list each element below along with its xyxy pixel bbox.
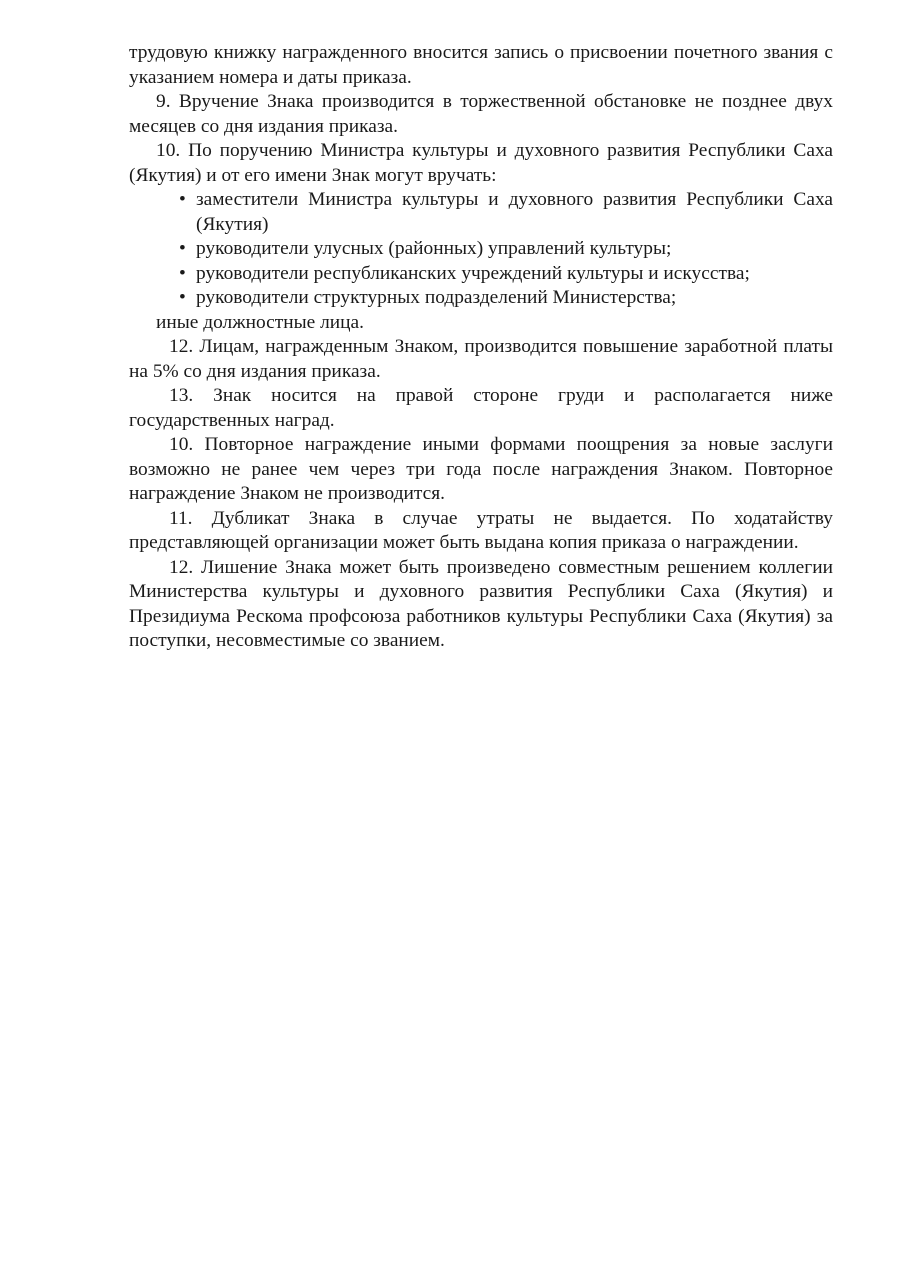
paragraph-10: 10. По поручению Министра культуры и духовного развития Республики Саха (Якутия) и от его имени Знак могут вручать: <box>129 140 833 186</box>
bullet-icon: • <box>179 189 186 210</box>
paragraph-10-repeat-award: 10. Повторное награждение иными формами поощрения за новые заслуги возможно не ранее чем через три года после награждения Знаком. Повторное награждение Знаком не производится. <box>129 434 833 504</box>
list-item-text: руководители республиканских учреждений культуры и искусства; <box>196 262 750 284</box>
bullet-icon: • <box>179 262 186 284</box>
list-item-text: заместители Министра культуры и духовного развития Республики Саха (Якутия) <box>196 189 833 235</box>
list-item <box>179 188 833 237</box>
document-page <box>129 41 833 654</box>
list-item <box>179 286 833 311</box>
list-item-text: руководители структурных подразделений Министерства; <box>196 287 677 308</box>
list-item-text: руководители улусных (районных) управлений культуры; <box>196 238 672 259</box>
bullet-list <box>129 188 833 311</box>
paragraph-9: 9. Вручение Знака производится в торжественной обстановке не позднее двух месяцев со дня издания приказа. <box>129 91 833 137</box>
paragraph-other-officials: иные должностные лица. <box>156 311 364 333</box>
paragraph-12-salary: 12. Лицам, награжденным Знаком, производится повышение заработной платы на 5% со дня издания приказа. <box>129 336 833 382</box>
bullet-icon: • <box>179 287 186 308</box>
paragraph-12-revocation: 12. Лишение Знака может быть произведено совместным решением коллегии Министерства культуры и духовного развития Республики Саха (Якутия) и Президиума Рескома профсоюза работников культуры Республики Саха (Якутия) за поступки, несовместимые со званием. <box>129 556 833 651</box>
paragraph-11: 11. Дубликат Знака в случае утраты не выдается. По ходатайству представляющей организации может быть выдана копия приказа о награждении. <box>129 507 833 553</box>
paragraph-13: 13. Знак носится на правой стороне груди и располагается ниже государственных наград. <box>129 385 833 431</box>
list-item <box>179 262 833 287</box>
list-item <box>179 237 833 262</box>
bullet-icon: • <box>179 238 186 259</box>
paragraph-intro: трудовую книжку награжденного вносится запись о присвоении почетного звания с указанием номера и даты приказа. <box>129 42 833 88</box>
